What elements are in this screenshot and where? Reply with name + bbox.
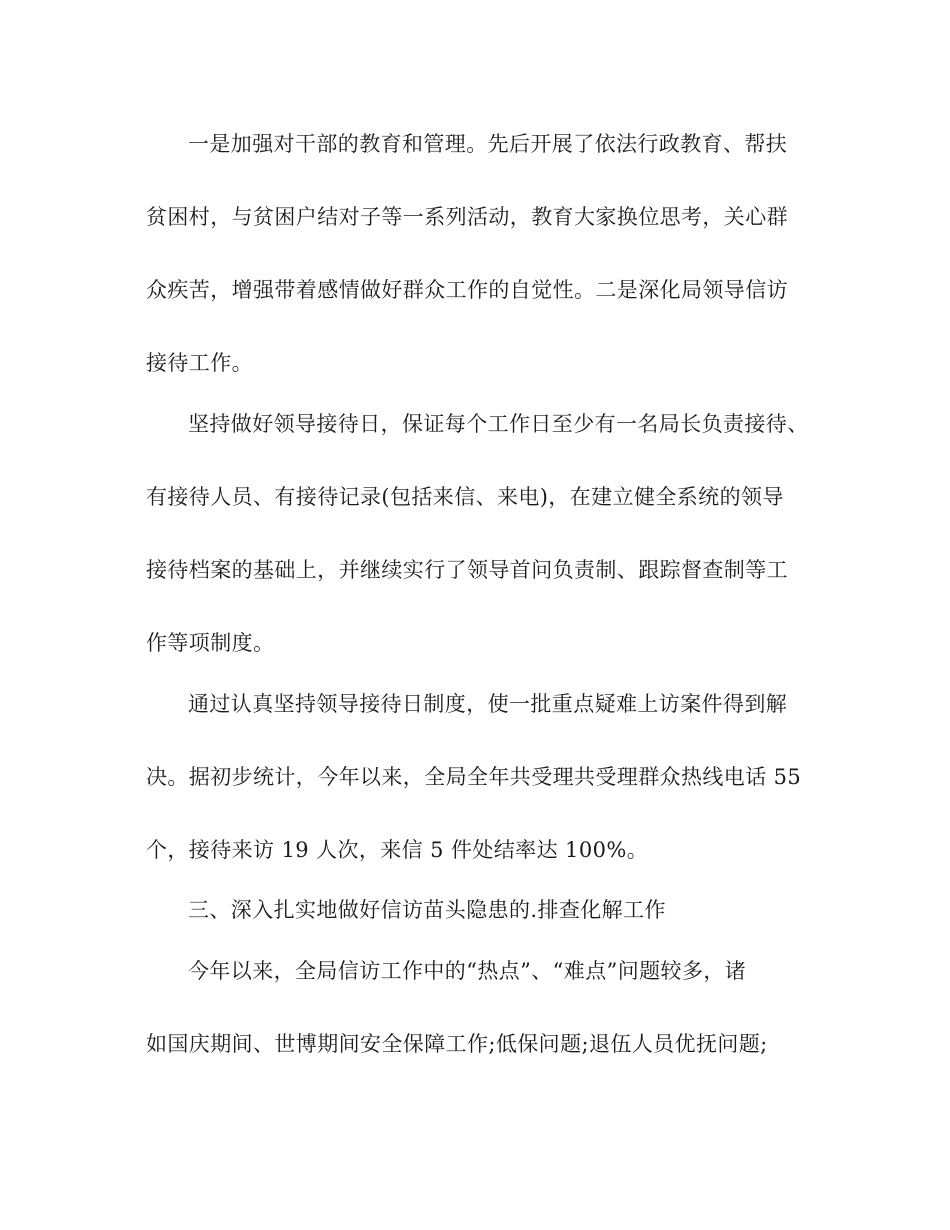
text-line: 接待档案的基础上，并继续实行了领导首问负责制、跟踪督查制等工 [146,558,788,582]
text-line: 决。据初步统计，今年以来，全局全年共受理共受理群众热线电话 55 [146,765,802,789]
text-line: 有接待人员、有接待记录(包括来信、来电)，在建立健全系统的领导 [146,485,784,509]
text-line: 一是加强对干部的教育和管理。先后开展了依法行政教育、帮扶 [188,132,788,156]
section-heading: 三、深入扎实地做好信访苗头隐患的.排查化解工作 [188,898,666,922]
text-line: 个，接待来访 19 人次，来信 5 件处结率达 100%。 [146,838,649,862]
text-line: 接待工作。 [146,351,253,375]
text-line: 贫困村，与贫困户结对子等一系列活动，教育大家换位思考，关心群 [146,205,788,229]
text-line: 如国庆期间、世博期间安全保障工作;低保问题;退伍人员优抚问题; [146,1032,768,1056]
text-line: 坚持做好领导接待日，保证每个工作日至少有一名局长负责接待、 [188,412,809,436]
text-line: 作等项制度。 [146,631,275,655]
text-line: 今年以来，全局信访工作中的“热点”、“难点”问题较多，诸 [188,959,747,983]
text-line: 通过认真坚持领导接待日制度，使一批重点疑难上访案件得到解 [188,692,788,716]
text-line: 众疾苦，增强带着感情做好群众工作的自觉性。二是深化局领导信访 [146,278,788,302]
